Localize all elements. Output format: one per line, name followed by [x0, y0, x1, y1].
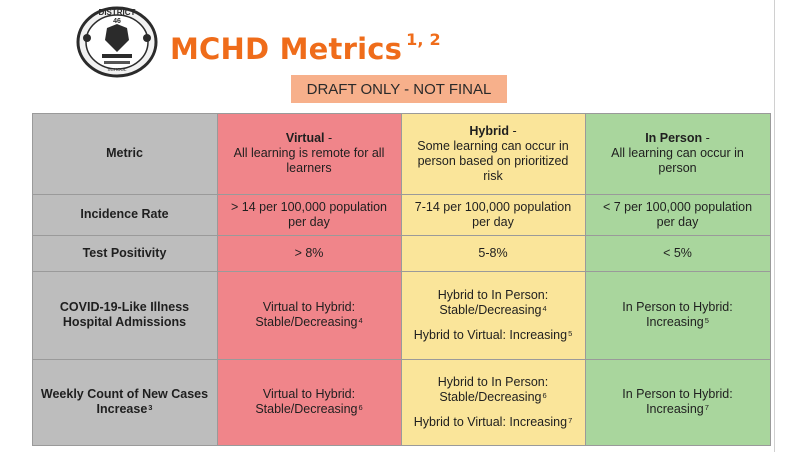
cell-text: Hybrid to Virtual: Increasing	[413, 414, 568, 429]
page-title	[170, 32, 441, 66]
incidence-in-person	[585, 194, 771, 236]
metric-label: Incidence Rate	[80, 207, 169, 221]
title-footnote: 1, 2	[406, 30, 441, 49]
header-virtual: Virtual - All learning is remote for all learners	[217, 113, 402, 195]
district-46-seal-icon	[74, 2, 160, 78]
header-in-person: In Person - All learning can occur in person	[585, 113, 771, 195]
footnote-marker: 4	[358, 316, 363, 325]
cell-text: Hybrid to Virtual: Increasing	[413, 327, 568, 342]
draft-banner: DRAFT ONLY - NOT FINAL	[291, 75, 507, 103]
cell-text: < 5%	[663, 245, 692, 260]
incidence-hybrid	[401, 194, 586, 236]
header-in-person-desc: All learning can occur in person	[611, 146, 744, 175]
admissions-hybrid	[401, 271, 586, 360]
footnote-marker: 5	[704, 316, 709, 325]
logo-bottom-text: SCHOOL	[107, 67, 127, 72]
slide-edge-divider	[774, 0, 775, 452]
admissions-virtual	[217, 271, 402, 360]
logo-top-text: DISTRICT	[98, 8, 136, 17]
cell-text: 7-14 per 100,000 population per day	[414, 199, 572, 229]
admissions-in-person	[585, 271, 771, 360]
cell-text: Hybrid to In Person: Stable/Decreasing	[437, 374, 549, 404]
metric-label: Test Positivity	[82, 245, 167, 260]
weekly-hybrid	[401, 359, 586, 446]
footnote-marker: 3	[148, 403, 153, 412]
header-in-person-name: In Person	[645, 131, 703, 145]
header-hybrid-desc: Some learning can occur in person based on prioritized risk	[417, 138, 569, 183]
header-virtual-name: Virtual	[285, 131, 325, 145]
metric-label: COVID-19-Like Illness Hospital Admissions	[59, 300, 190, 329]
cell-text: Virtual to Hybrid: Stable/Decreasing	[255, 387, 358, 416]
footnote-marker: 5	[568, 328, 573, 338]
metric-hospital-admissions	[32, 271, 218, 360]
header-metric-label: Metric	[106, 146, 143, 160]
cell-text: In Person to Hybrid: Increasing	[622, 387, 733, 416]
positivity-in-person	[585, 235, 771, 272]
cell-text: Virtual to Hybrid: Stable/Decreasing	[255, 300, 358, 329]
metric-test-positivity	[32, 235, 218, 272]
positivity-hybrid	[401, 235, 586, 272]
metric-incidence-rate	[32, 194, 218, 236]
header-virtual-desc: All learning is remote for all learners	[233, 146, 385, 175]
cell-text: > 8%	[294, 245, 324, 260]
metric-label: Weekly Count of New Cases Increase	[40, 387, 209, 416]
footnote-marker: 6	[358, 403, 363, 412]
positivity-virtual	[217, 235, 402, 272]
page-title-text: MCHD Metrics	[170, 32, 403, 66]
header-hybrid-name: Hybrid	[469, 123, 509, 138]
header-hybrid: Hybrid - Some learning can occur in person based on prioritized risk	[401, 113, 586, 195]
header-metric	[32, 113, 218, 195]
footnote-marker: 4	[542, 303, 547, 313]
metric-weekly-count	[32, 359, 218, 446]
footnote-marker: 7	[704, 403, 709, 412]
cell-text: < 7 per 100,000 population per day	[602, 199, 753, 229]
logo-number: 46	[113, 18, 121, 25]
cell-text: 5-8%	[478, 245, 508, 260]
cell-text: > 14 per 100,000 population per day	[230, 199, 388, 229]
weekly-virtual	[217, 359, 402, 446]
footnote-marker: 7	[568, 415, 573, 425]
footnote-marker: 6	[542, 390, 547, 400]
metrics-table	[32, 113, 770, 445]
cell-text: In Person to Hybrid: Increasing	[622, 300, 733, 329]
incidence-virtual	[217, 194, 402, 236]
cell-text: Hybrid to In Person: Stable/Decreasing	[437, 287, 549, 317]
weekly-in-person	[585, 359, 771, 446]
